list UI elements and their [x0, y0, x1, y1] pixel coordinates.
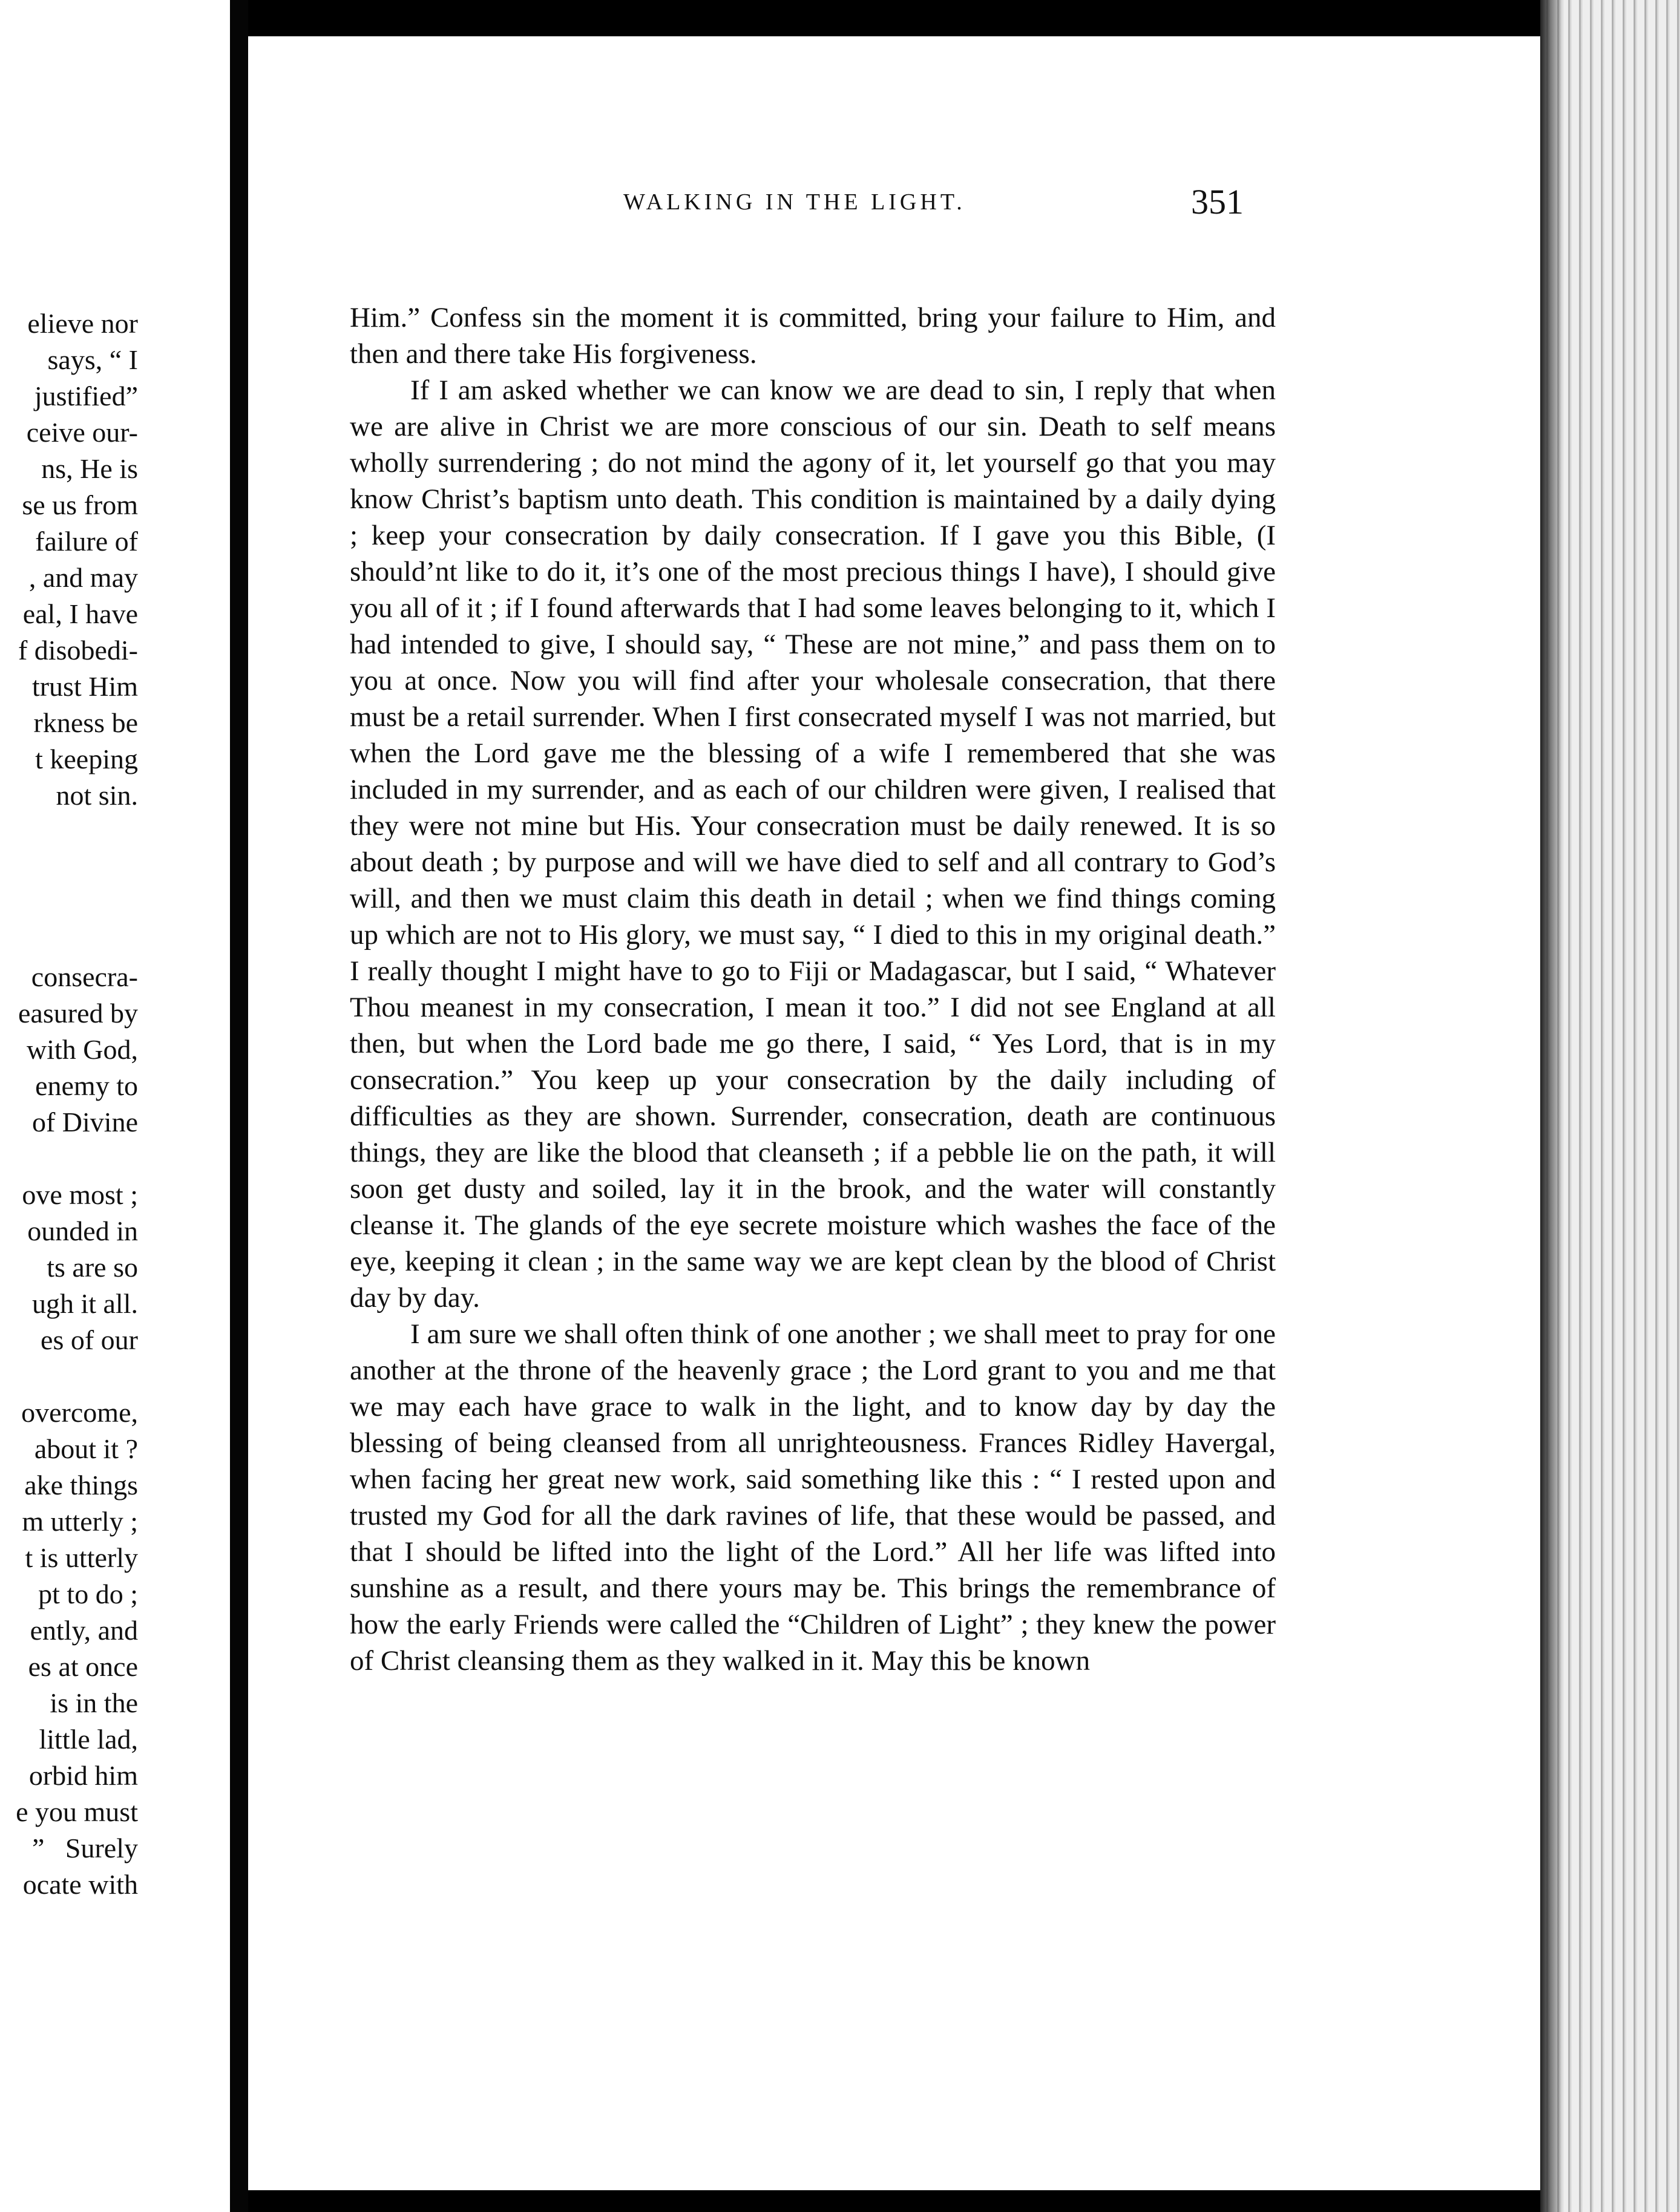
left-page-line: trust Him	[31, 671, 138, 702]
left-page-line: overcome,	[21, 1397, 138, 1428]
left-page-text	[16, 306, 138, 1903]
left-page-line: with God,	[27, 1034, 138, 1065]
left-page-line: elieve nor	[27, 308, 138, 339]
left-page-line: ocate with	[22, 1869, 138, 1900]
left-page-line: enemy to	[35, 1070, 138, 1101]
left-page-line: es at once	[28, 1651, 138, 1682]
left-page-line: e you must	[16, 1796, 138, 1827]
left-page-line: easured by	[18, 998, 138, 1029]
left-page-line: of Divine	[31, 1107, 138, 1137]
left-page-line: pt to do ;	[38, 1579, 138, 1609]
left-page-line	[16, 1358, 138, 1395]
page-edges	[1540, 0, 1680, 2212]
paragraph-3: I am sure we shall often think of one another ; we shall meet to pray for one another at the throne of the heavenly grace ; the Lord grant to you and me that we may each have grace to walk in the light, and to know day by day the blessing of being cleansed from all unrighteousness. Frances Ridley Havergal, when facing her great new work, said something like this : “ I rested upon and trusted my God for all the dark ravines of life, that these would be passed, and that I should be lifted into the light of the Lord.” All her life was lifted into sunshine as a result, and there yours may be. This brings the remembrance of how the early Friends were called the “Children of Light” ; they knew the power of Christ cleansing them as they walked in it. May this be known	[350, 1318, 1276, 1677]
left-page-line	[16, 886, 138, 923]
left-page-line: orbid him	[28, 1760, 138, 1791]
left-page-line: rkness be	[33, 707, 138, 738]
left-page-line: ts are so	[47, 1252, 138, 1283]
paragraph-1: Him.” Confess sin the moment it is committed, bring your failure to Him, and then and there take His forgiveness.	[350, 302, 1276, 370]
left-page-line: not sin.	[56, 780, 138, 811]
left-page-line: failure of	[35, 526, 138, 557]
paragraph-2: If I am asked whether we can know we are dead to sin, I reply that when we are alive in Christ we are more conscious of our sin. Death to self means wholly surrendering ; do not mind the agony of it, let yourself go that you may know Christ’s baptism unto death. This condition is maintained by a daily dying ; keep your consecration by daily consecration. If I gave you this Bible, (I should’nt like to do it, it’s one of the most precious things I have), I should give you all of it ; if I found afterwards that I had some leaves belonging to it, which I had intended to give, I should say, “ These are not mine,” and pass them on to you at once. Now you will find after your wholesale consecration, that there must be a retail surrender. When I first consecrated myself I was not married, but when the Lord gave me the blessing of a wife I remembered that she was included in my surrender, and as each of our children were given, I realised that they were not mine but His. Your consecration must be daily renewed. It is so about death ; by purpose and will we have died to self and all contrary to God’s will, and then we must claim this death in detail ; when we find things coming up which are not to His glory, we must say, “ I died to this in my original death.” I really thought I might have to go to Fiji or Madagascar, but I said, “ Whatever Thou meanest in my consecration, I mean it too.” I did not see England at all then, but when the Lord bade me go there, I said, “ Yes Lord, that is in my consecration.” You keep up your consecration by the daily including of difficulties as they are shown. Surrender, consecration, death are continuous things, they are like the blood that cleanseth ; if a pebble lie on the path, it will soon get dusty and soiled, lay it in the brook, and the water will constantly cleanse it. The glands of the eye secrete moisture which washes the face of the eye, keeping it clean ; in the same way we are kept clean by the blood of Christ day by day.	[350, 375, 1276, 1314]
left-page-line: little lad,	[39, 1724, 138, 1755]
left-page-line: is in the	[50, 1687, 138, 1718]
book-gutter	[230, 0, 248, 2212]
left-page-line: about it ?	[34, 1433, 138, 1464]
left-page-line: t keeping	[35, 744, 138, 774]
left-page-line: ove most ;	[22, 1179, 138, 1210]
left-page-line: t is utterly	[25, 1542, 138, 1573]
left-page-line	[16, 1140, 138, 1177]
left-page-line	[16, 850, 138, 886]
left-page-line: ounded in	[27, 1216, 138, 1246]
left-page-line: ceive our-	[26, 417, 138, 448]
left-page-line: , and may	[28, 562, 138, 593]
page-number: 351	[1191, 182, 1244, 221]
edge-shadow	[1540, 0, 1564, 2212]
left-page-line: consecra-	[31, 961, 138, 992]
left-page-line: f disobedi-	[18, 635, 138, 666]
left-page-line: se us from	[22, 489, 138, 520]
left-page-line: m utterly ;	[22, 1506, 138, 1537]
left-page-line	[16, 923, 138, 959]
left-page-line: ns, He is	[41, 453, 138, 484]
left-page-line: eal, I have	[22, 598, 138, 629]
left-page-line: ugh it all.	[31, 1288, 138, 1319]
left-page-line: says, “ I	[47, 344, 138, 375]
left-page-line: es of our	[41, 1324, 138, 1355]
body-text	[350, 299, 1276, 1679]
left-page-line: ently, and	[30, 1615, 138, 1646]
left-page-fragment	[0, 0, 234, 2212]
left-page-line: justified”	[34, 381, 138, 411]
left-page-line: ake things	[24, 1470, 138, 1500]
left-page-line	[16, 814, 138, 850]
left-page-line: ” Surely	[31, 1833, 138, 1864]
running-title: WALKING IN THE LIGHT.	[623, 189, 966, 215]
